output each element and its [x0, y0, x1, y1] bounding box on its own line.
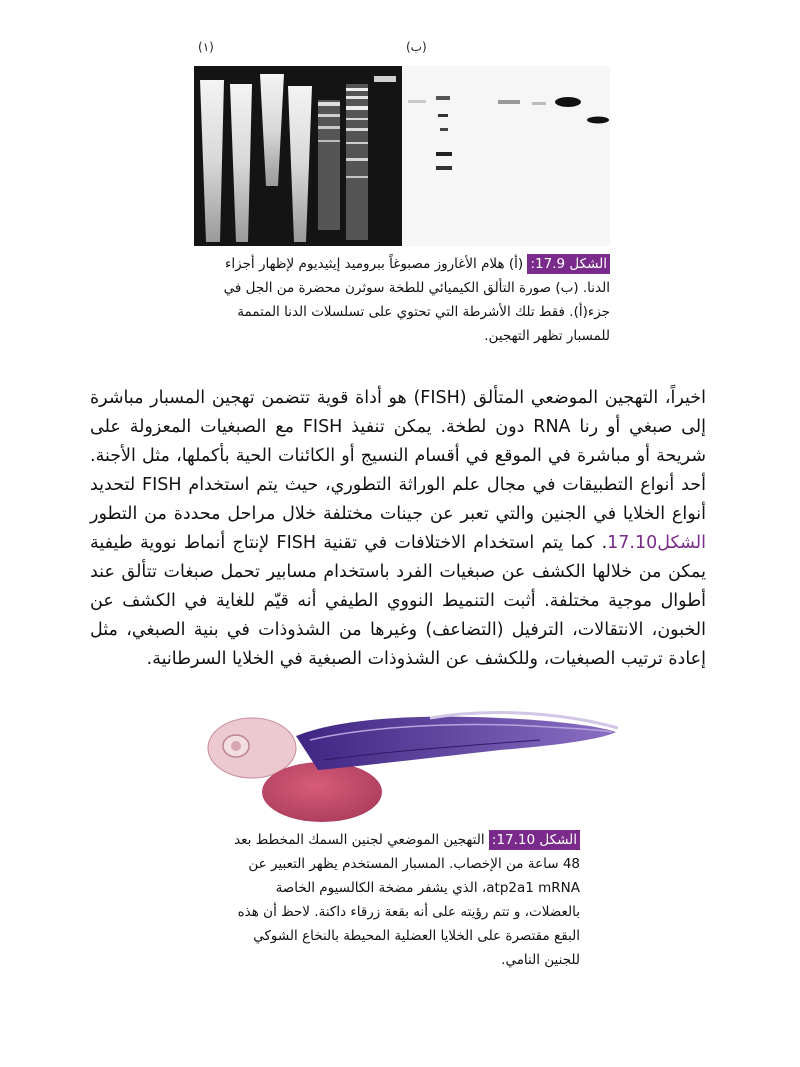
paragraph-text-part1: اخيراً، التهجين الموضعي المتألق (FISH) هو أداة قوية تتضمن تهجين المسبار مباشرة إلى صبغي أو رنا RNA دون لطخة. يمكن تنفيذ FISH مع الصبغيات المعزولة على شريحة أو مباشرة في الموقع في أقسام النسيج أو الكائنات الحية بأكملها، مثل الأجنة. أحد أنواع التطبيقات في مجال علم الوراثة التطوري، حيث يتم استخدام FISH لتحديد أنواع الخلايا في الجنين والتي تعبر عن جينات مختلفة خلال مراحل محددة من التطور [90, 388, 706, 524]
figure-tag: الشكل 17.9: [527, 254, 610, 274]
paragraph-text-part2: . كما يتم استخدام الاختلافات في تقنية FISH لإنتاج أنماط نووية طيفية يمكن من خلالها الكشف عن صبغيات الفرد باستخدام مسابير تحمل صبغات تتألق عند أطوال موجية مختلفة. أثبت التنميط النووي الطيفي أنه قيّم للغاية في الكشف عن الخبون، الانتقالات، الترفيل (التضاعف) وغيرها من الشذوذات في بنية الصبغي، مثل إعادة ترتيب الصبغيات، وللكشف عن الشذوذات الصبغية في الخلايا السرطانية. [90, 533, 706, 669]
gel-panel-labels [194, 40, 614, 56]
body-paragraph [90, 384, 706, 674]
figure-17-9-caption [194, 252, 610, 348]
agarose-gel-image [194, 66, 402, 246]
figure-reference: الشكل17.10 [607, 533, 706, 553]
figure-17-10-caption [228, 828, 580, 972]
southern-blot-image [402, 66, 610, 246]
zebrafish-embryo-image [200, 700, 620, 826]
figure-tag: الشكل 17.10: [489, 830, 580, 850]
figure-caption-text: (أ) هلام الأغاروز مصبوغاً ببروميد إيثيديوم لإظهار أجزاء الدنا. (ب) صورة التألق الكيميائي للطخة سوثرن محضرة من الجل في جزء(أ). فقط تلك الأشرطة التي تحتوي على تسلسلات الدنا المتممة للمسبار تظهر التهجين. [223, 256, 610, 344]
panel-a-label: (١) [198, 40, 214, 54]
figure-caption-text: التهجين الموضعي لجنين السمك المخطط بعد 48 ساعة من الإخصاب. المسبار المستخدم يظهر التعبير عن atp2a1 mRNA، الذي يشفر مضخة الكالسيوم الخاصة بالعضلات، و تتم رؤيته على أنه بقعة زرقاء داكنة. لاحظ أن هذه البقع مقتصرة على الخلايا العضلية المحيطة بالنخاع الشوكي للجنين النامي. [234, 832, 580, 968]
panel-b-label: (ب) [406, 40, 427, 54]
